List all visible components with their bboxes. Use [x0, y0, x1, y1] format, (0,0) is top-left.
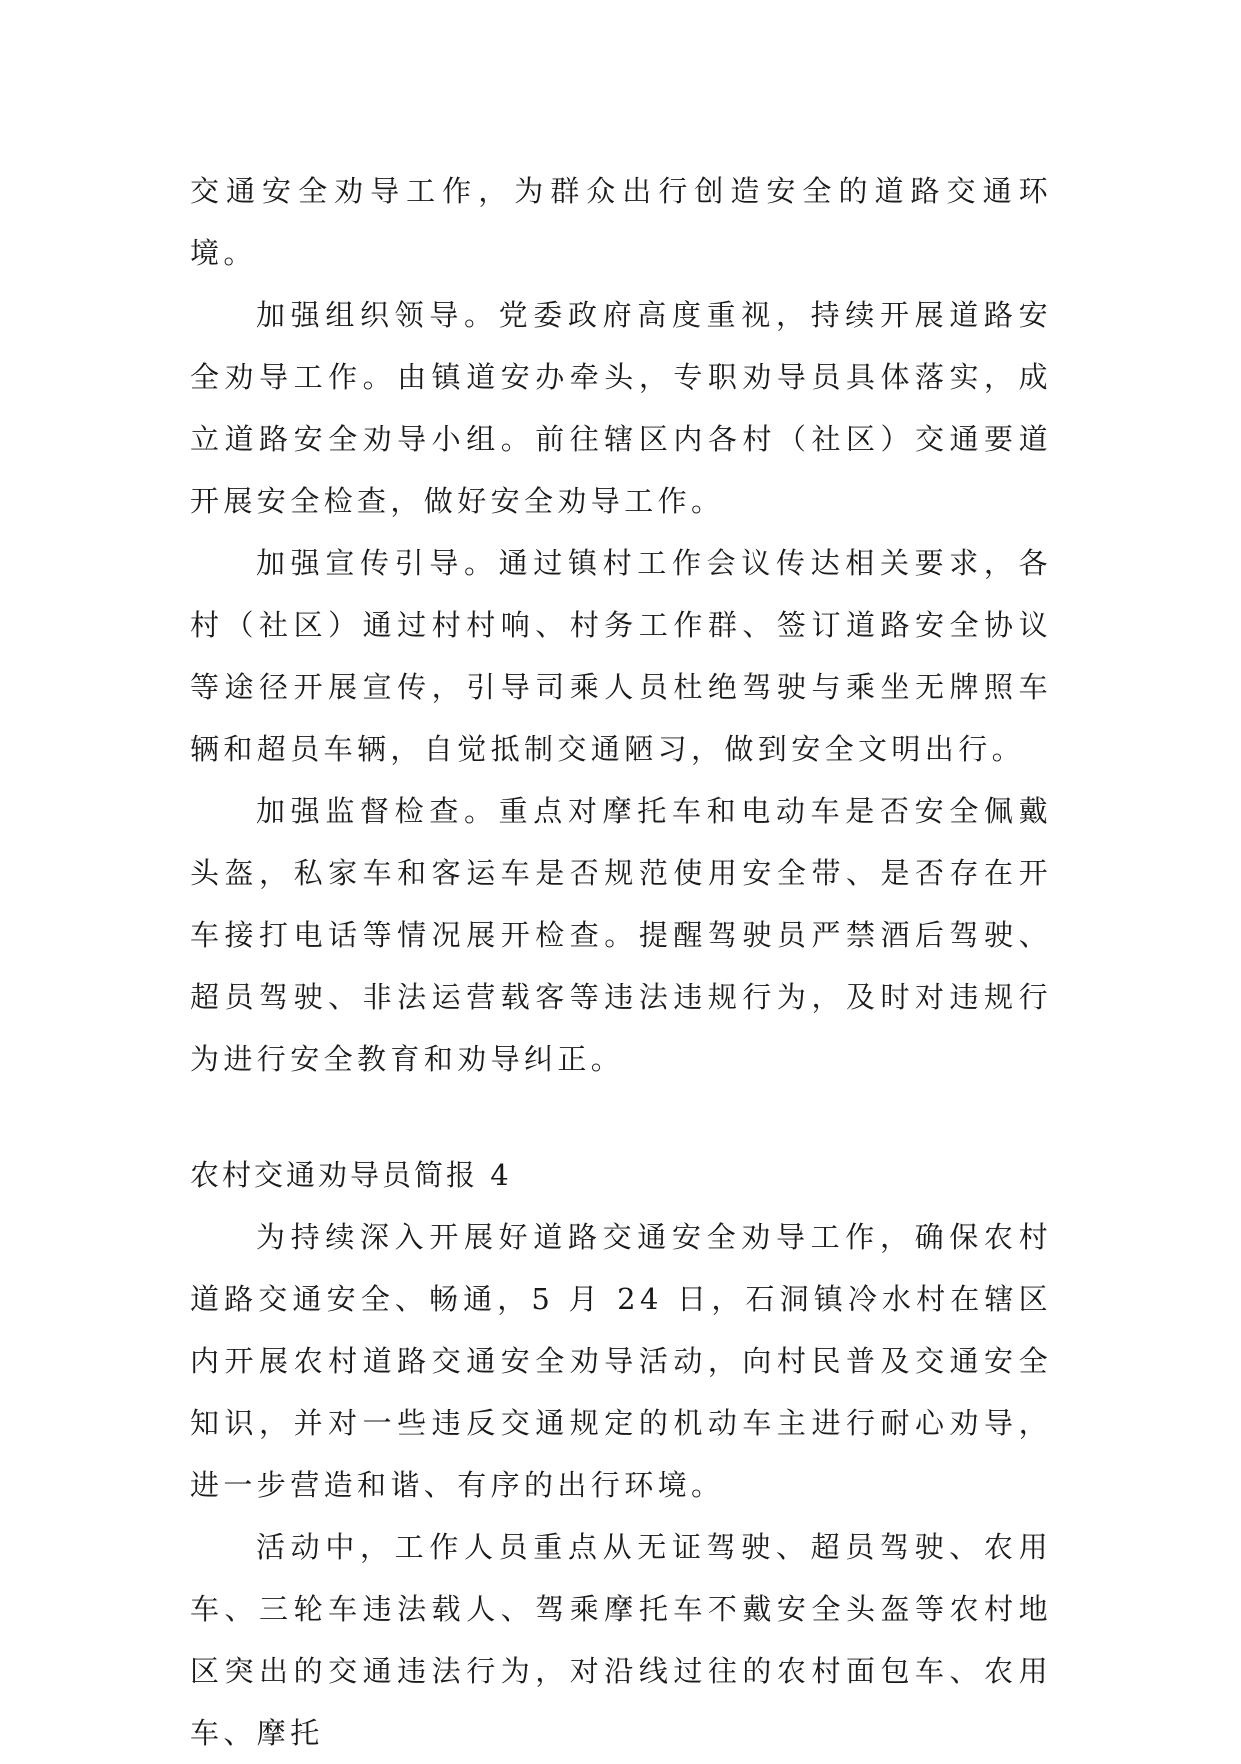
paragraph-activity-intro: 为持续深入开展好道路交通安全劝导工作，确保农村道路交通安全、畅通，5 月 24 日，石洞镇冷水村在辖区内开展农村道路交通安全劝导活动，向村民普及交通安全知识，并对一些违反交通规定的机动车主进行耐心劝导，进一步营造和谐、有序的出行环境。 — [190, 1220, 1052, 1502]
paragraph-organization: 加强组织领导。党委政府高度重视，持续开展道路安全劝导工作。由镇道安办牵头，专职劝导员具体落实，成立道路安全劝导小组。前往辖区内各村（社区）交通要道开展安全检查，做好安全劝导工作。 — [190, 298, 1052, 518]
paragraph-publicity: 加强宣传引导。通过镇村工作会议传达相关要求，各村（社区）通过村村响、村务工作群、签订道路安全协议等途径开展宣传，引导司乘人员杜绝驾驶与乘坐无牌照车辆和超员车辆，自觉抵制交通陋习，做到安全文明出行。 — [190, 546, 1052, 766]
paragraph-continuation: 交通安全劝导工作，为群众出行创造安全的道路交通环境。 — [190, 174, 1052, 270]
section-gap — [190, 1090, 1052, 1144]
section-heading: 农村交通劝导员简报 4 — [190, 1158, 512, 1192]
paragraph-activity-detail: 活动中，工作人员重点从无证驾驶、超员驾驶、农用车、三轮车违法载人、驾乘摩托车不戴安全头盔等农村地区突出的交通违法行为，对沿线过往的农村面包车、农用车、摩托 — [190, 1530, 1052, 1750]
document-page — [190, 160, 1052, 1764]
paragraph-inspection: 加强监督检查。重点对摩托车和电动车是否安全佩戴头盔，私家车和客运车是否规范使用安全带、是否存在开车接打电话等情况展开检查。提醒驾驶员严禁酒后驾驶、超员驾驶、非法运营载客等违法违规行为，及时对违规行为进行安全教育和劝导纠正。 — [190, 794, 1052, 1076]
